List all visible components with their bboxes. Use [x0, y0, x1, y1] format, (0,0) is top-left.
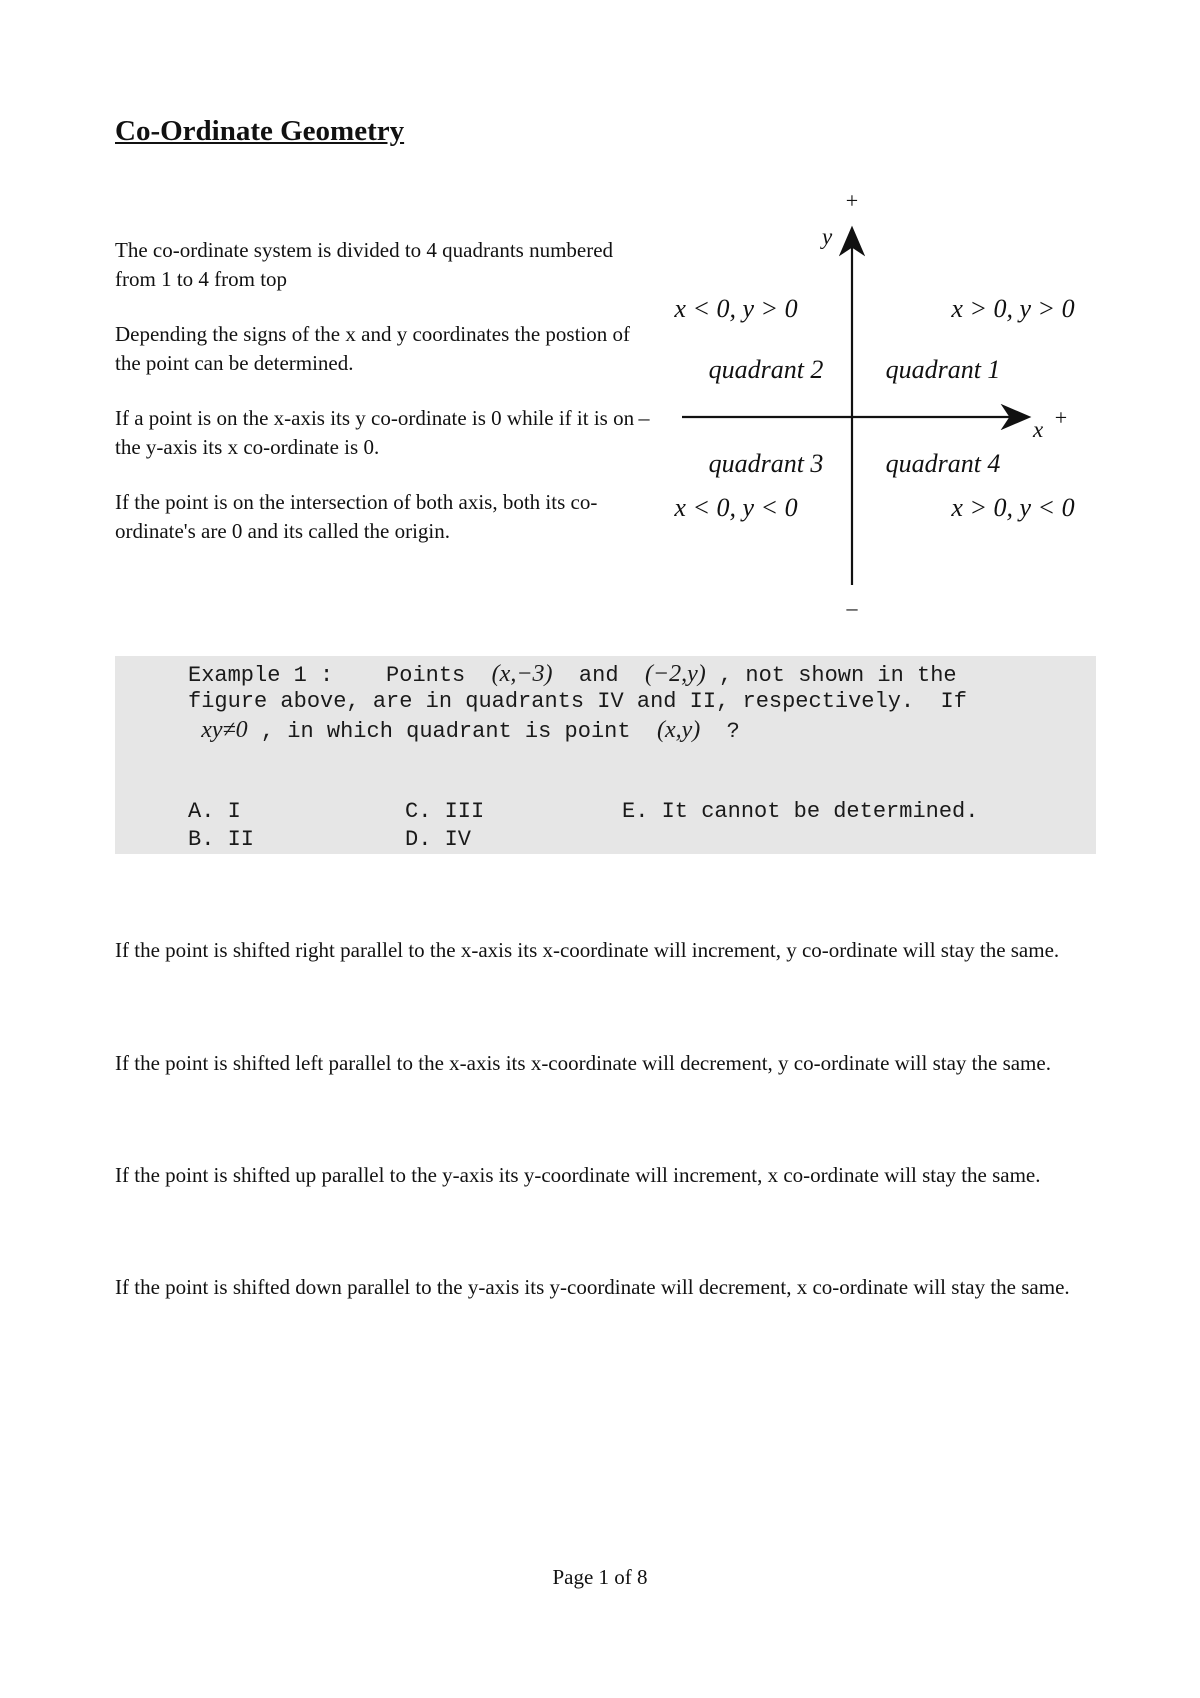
quadrant-1-condition: x > 0, y > 0 [951, 294, 1075, 323]
y-axis-label: y [822, 224, 833, 249]
intro-paragraph: The co-ordinate system is divided to 4 quadrants numbered from 1 to 4 from top [115, 238, 614, 291]
example-question-line-1 [188, 660, 957, 690]
example-question-mark: ? [726, 719, 740, 744]
example-condition: xy≠0 [201, 717, 248, 743]
example-box [115, 656, 1096, 854]
page-number: Page 1 of 8 [552, 1565, 648, 1589]
y-axis-plus-sign: + [845, 188, 859, 213]
answer-option-d: D. IV [405, 827, 472, 852]
quadrant-1-label: quadrant 1 [885, 355, 1001, 384]
quadrant-4-label: quadrant 4 [885, 449, 1001, 478]
example-and-word: and [578, 663, 619, 688]
y-axis-minus-sign: – [846, 595, 858, 620]
intro-paragraph: Depending the signs of the x and y coordinates the postion of the point can be determined. [115, 322, 630, 375]
shift-up-paragraph: If the point is shifted up parallel to the y-axis its y-coordinate will increment, x co-ordinate will stay the same. [115, 1163, 1041, 1187]
answer-option-b: B. II [188, 827, 255, 852]
example-question-text: , in which quadrant is point [260, 719, 631, 744]
shift-down-paragraph: If the point is shifted down parallel to the y-axis its y-coordinate will decrement, x co-ordinate will stay the same. [115, 1275, 1070, 1299]
quadrant-2-label: quadrant 2 [708, 355, 824, 384]
x-axis-plus-sign: + [1054, 405, 1068, 430]
quadrant-diagram [620, 185, 1100, 625]
quadrant-4-condition: x > 0, y < 0 [951, 493, 1075, 522]
example-points-word: Points [386, 663, 466, 688]
intro-text [115, 236, 635, 572]
quadrant-3-label: quadrant 3 [708, 449, 824, 478]
shift-right-paragraph: If the point is shifted right parallel to the x-axis its x-coordinate will increment, y co-ordinate will stay the same. [115, 938, 1060, 962]
shift-left-paragraph: If the point is shifted left parallel to the x-axis its x-coordinate will decrement, y co-ordinate will stay the same. [115, 1051, 1051, 1075]
example-point-3: (x,y) [656, 717, 701, 743]
example-point-1: (x,−3) [491, 661, 553, 687]
example-label: Example 1 : [188, 663, 334, 688]
answer-option-e: E. It cannot be determined. [622, 799, 979, 824]
page-title: Co-Ordinate Geometry [115, 115, 405, 147]
x-axis-label: x [1033, 417, 1044, 442]
example-point-2: (−2,y) [644, 661, 706, 687]
intro-paragraph: If the point is on the intersection of both axis, both its co-ordinate's are 0 and its called the origin. [115, 490, 598, 543]
x-axis-minus-sign: – [638, 405, 650, 430]
intro-paragraph: If a point is on the x-axis its y co-ordinate is 0 while if it is on the y-axis its x co-ordinate is 0. [115, 406, 635, 459]
answer-option-a: A. I [188, 799, 241, 824]
example-question-text: , not shown in the [718, 663, 957, 688]
example-question-line-3 [188, 716, 740, 746]
example-question-line-2: figure above, are in quadrants IV and II, respectively. If [188, 689, 967, 714]
answer-option-c: C. III [405, 799, 485, 824]
quadrant-2-condition: x < 0, y > 0 [674, 294, 798, 323]
quadrant-3-condition: x < 0, y < 0 [674, 493, 798, 522]
